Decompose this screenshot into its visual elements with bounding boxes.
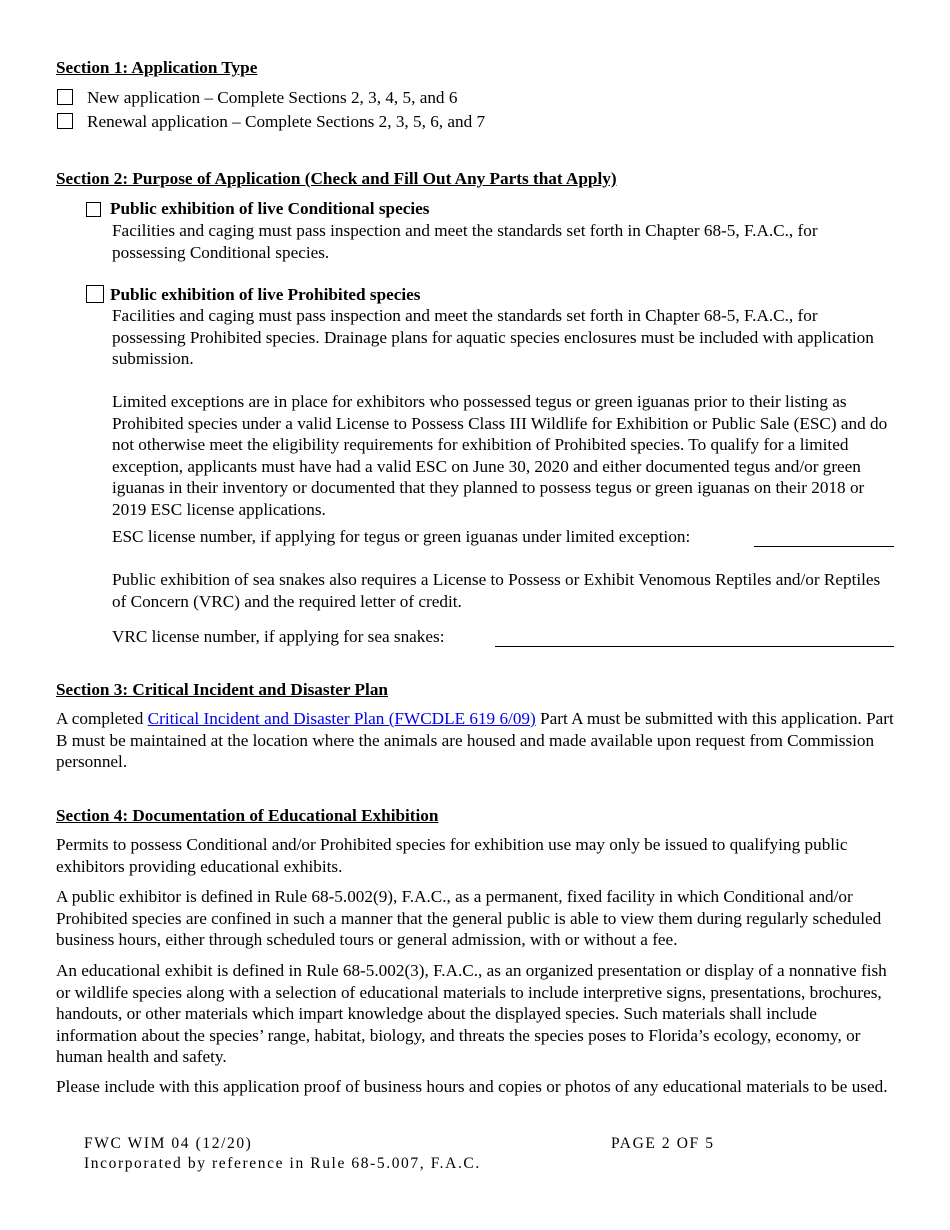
new-application-label: New application – Complete Sections 2, 3, 4, 5, and 6	[87, 88, 458, 107]
esc-license-underline	[754, 546, 894, 547]
limited-exceptions-text: Limited exceptions are in place for exhibitors who possessed tegus or green iguanas prior to their listing as Prohibited species under a valid License to Possess Class III Wildlife for Exhibition or Public Sale (ESC) and do not otherwise meet the eligibility requirements for exhibition of Prohibited species. To qualify for a limited exception, applicants must have had a valid ESC on June 30, 2020 and either documented tegus and/or green iguanas in their inventory or documented that they planned to possess tegus or green iguanas on their 2018 or 2019 ESC license applications.	[112, 392, 888, 519]
sea-snakes-text: Public exhibition of sea snakes also requires a License to Possess or Exhibit Venomous Reptiles and/or Reptiles of Concern (VRC) and the required letter of credit.	[112, 570, 881, 611]
conditional-species-label: Public exhibition of live Conditional species	[110, 199, 430, 218]
renewal-application-label: Renewal application – Complete Sections 2, 3, 5, 6, and 7	[87, 112, 486, 131]
incorporated-by-reference: Incorporated by reference in Rule 68-5.007, F.A.C.	[84, 1155, 481, 1172]
section-4-paragraph: An educational exhibit is defined in Rule 68-5.002(3), F.A.C., as an organized presentation or display of a nonnative fish or wildlife species along with a selection of educational materials to include interpretive signs, presentations, brochures, handouts, or other materials which impart knowledge about the displayed species. Such materials shall include information about the species’ range, habitat, biology, and threats the species poses to Florida’s ecology, economy, or human health and safety.	[56, 961, 887, 1066]
vrc-license-underline	[495, 646, 894, 647]
renewal-application-checkbox[interactable]	[57, 113, 73, 129]
prohibited-species-text: Facilities and caging must pass inspection and meet the standards set forth in Chapter 68-5, F.A.C., for possessing Prohibited species. Drainage plans for aquatic species enclosures must be included with application submission.	[112, 306, 874, 368]
page-number: PAGE 2 OF 5	[611, 1135, 715, 1152]
form-id: FWC WIM 04 (12/20)	[84, 1135, 253, 1152]
prohibited-species-checkbox[interactable]	[86, 285, 104, 303]
section-4-heading: Section 4: Documentation of Educational Exhibition	[56, 806, 439, 825]
prohibited-species-label: Public exhibition of live Prohibited species	[110, 285, 421, 304]
conditional-species-checkbox[interactable]	[86, 202, 101, 217]
section-3-heading: Section 3: Critical Incident and Disaster Plan	[56, 680, 388, 699]
section-3-text-after: Part A must be submitted with this application. Part B must be maintained at the location where the animals are housed and made available upon request from Commission personnel.	[56, 709, 894, 771]
section-3-text-before: A completed	[56, 709, 148, 728]
esc-license-label: ESC license number, if applying for tegus or green iguanas under limited exception:	[112, 527, 691, 546]
vrc-license-label: VRC license number, if applying for sea snakes:	[112, 627, 445, 646]
critical-incident-plan-link[interactable]: Critical Incident and Disaster Plan (FWCDLE 619 6/09)	[147, 709, 536, 728]
section-4-paragraph: Please include with this application proof of business hours and copies or photos of any educational materials to be used.	[56, 1077, 888, 1096]
conditional-species-text: Facilities and caging must pass inspection and meet the standards set forth in Chapter 68-5, F.A.C., for possessing Conditional species.	[112, 221, 818, 262]
new-application-checkbox[interactable]	[57, 89, 73, 105]
section-4-paragraph: A public exhibitor is defined in Rule 68-5.002(9), F.A.C., as a permanent, fixed facility in which Conditional and/or Prohibited species are confined in such a manner that the general public is able to view them during regularly scheduled business hours, either through scheduled tours or general admission, with or without a fee.	[56, 887, 882, 949]
section-4-paragraph: Permits to possess Conditional and/or Prohibited species for exhibition use may only be issued to qualifying public exhibitors providing educational exhibits.	[56, 835, 848, 876]
vrc-license-field[interactable]	[495, 626, 894, 647]
section-1-heading: Section 1: Application Type	[56, 58, 258, 77]
section-2-heading: Section 2: Purpose of Application (Check and Fill Out Any Parts that Apply)	[56, 169, 617, 188]
section-3-text	[56, 708, 896, 773]
esc-license-field[interactable]	[754, 526, 894, 547]
